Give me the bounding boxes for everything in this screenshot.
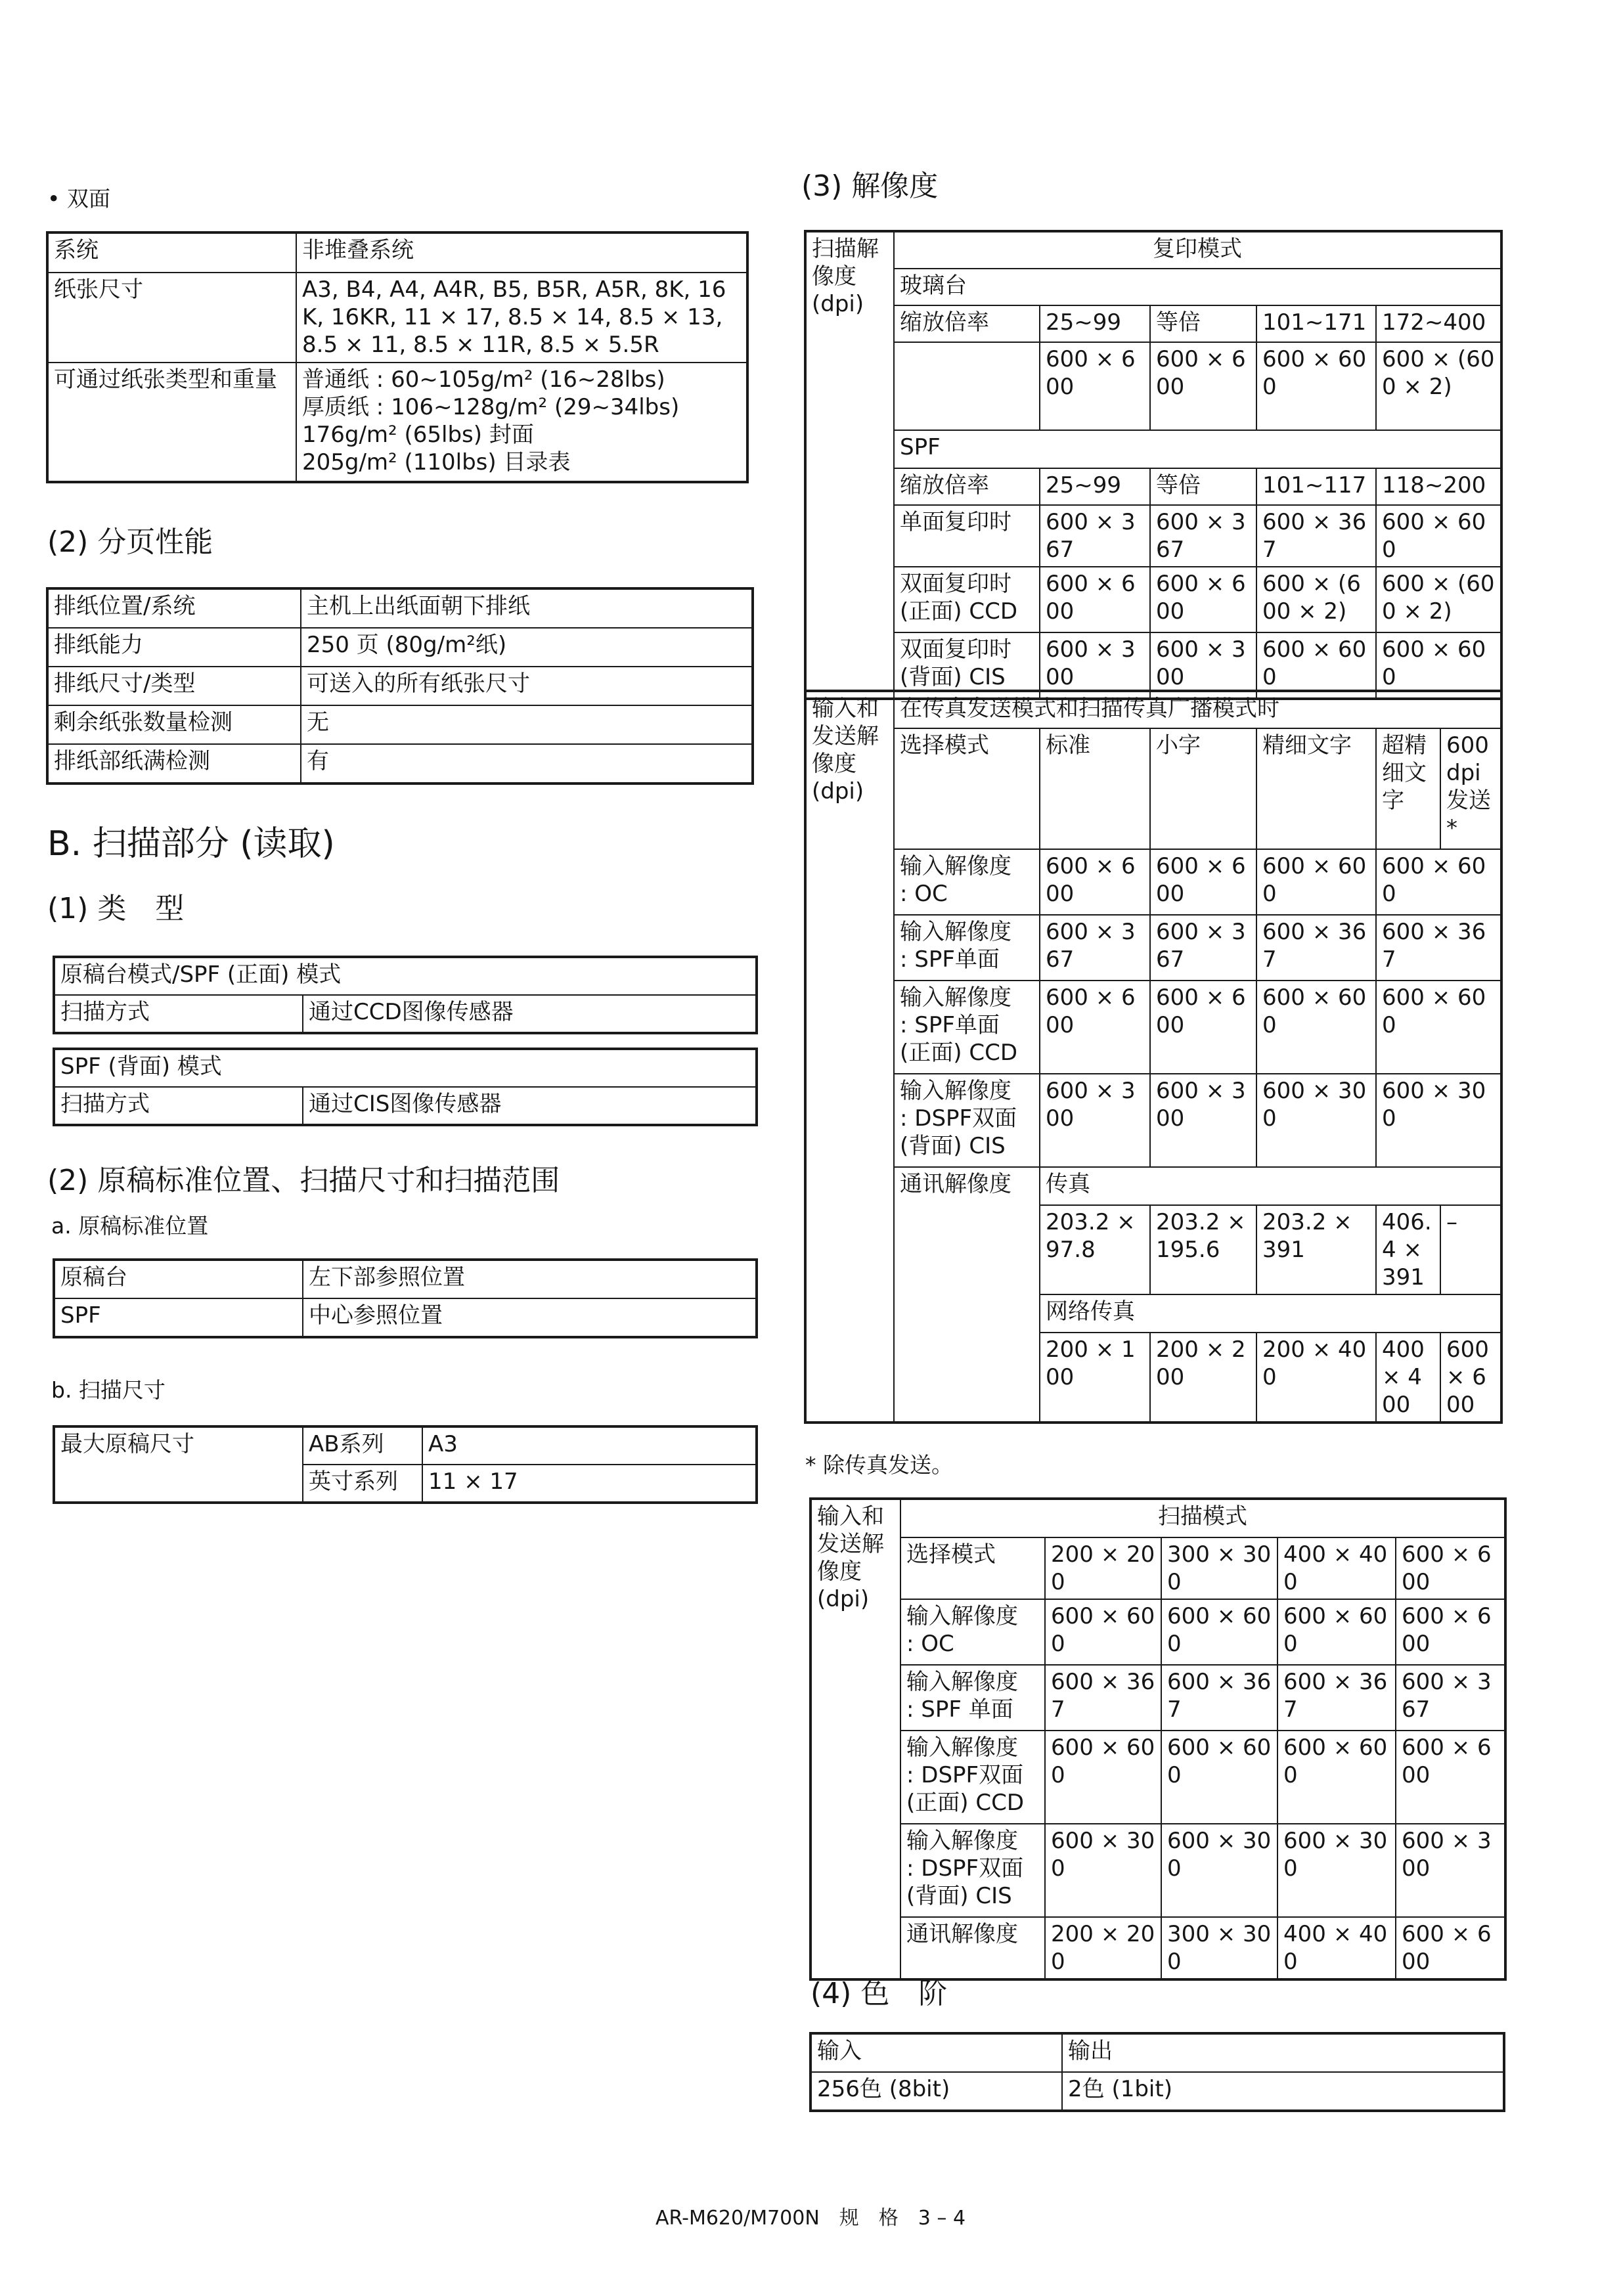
copy-glass-value: 600 × 600 (1150, 342, 1256, 430)
scan-value: 600 × 600 (1396, 1917, 1505, 1979)
sort-value: 250 页 (80g/m²纸) (301, 628, 752, 667)
copy-glass-zoom: 101~171 (1256, 305, 1376, 342)
gray-output-value: 2色 (1bit) (1062, 2072, 1503, 2110)
scan-mode: 600 × 600 (1396, 1537, 1505, 1599)
gray-input-label: 输入 (811, 2034, 1062, 2072)
type-back-label: 扫描方式 (55, 1087, 303, 1124)
fax-fax-value: 406.4 × 391 (1376, 1205, 1440, 1294)
fax-net-value: 400 × 400 (1376, 1333, 1440, 1422)
pos-label-glass: 原稿台 (55, 1260, 303, 1298)
scan-row-label: 输入解像度 : DSPF双面 (背面) CIS (900, 1824, 1045, 1917)
copy-spf-value: 600 × 600 (1256, 632, 1376, 698)
scan-mode-label: 选择模式 (900, 1537, 1045, 1599)
scan-value: 600 × 600 (1396, 1731, 1505, 1824)
scan-value: 600 × 300 (1045, 1824, 1161, 1917)
gray-input-value: 256色 (8bit) (811, 2072, 1062, 2110)
fax-row-label: 输入解像度 : OC (894, 849, 1040, 915)
copy-glass-value: 600 × 600 (1256, 342, 1376, 430)
size-series-ab: AB系列 (303, 1427, 422, 1465)
fax-value: 600 × 600 (1150, 849, 1256, 915)
copy-spf-zoom-label: 缩放倍率 (894, 468, 1040, 505)
duplex-value-paper: 普通纸 : 60~105g/m² (16~28lbs) 厚质纸 : 106~128g/m² (29~34lbs) 176g/m² (65lbs) 封面 205g/m² (110lbs) 目录表 (296, 363, 747, 481)
scan-value: 600 × 600 (1277, 1731, 1396, 1824)
sort-value: 无 (301, 705, 752, 744)
fax-mode: 标准 (1040, 728, 1150, 849)
fax-fax-value: 203.2 × 195.6 (1150, 1205, 1256, 1294)
copy-spf-zoom: 25~99 (1040, 468, 1150, 505)
copy-side-label: 扫描解像度 (dpi) (806, 232, 894, 698)
sort-label: 排纸尺寸/类型 (48, 667, 301, 705)
page-footer: AR-M620/M700N 规 格 3 – 4 (655, 2207, 966, 2230)
scan-section-title: B. 扫描部分 (读取) (47, 824, 335, 864)
sort-value: 主机上出纸面朝下排纸 (301, 589, 752, 628)
copy-glass-value: 600 × 600 (1040, 342, 1150, 430)
fax-value: 600 × 367 (1376, 915, 1501, 981)
fax-value: 600 × 300 (1256, 1074, 1376, 1167)
copy-glass-blank (894, 342, 1040, 430)
pos-sub-b: b. 扫描尺寸 (51, 1377, 166, 1403)
sort-value: 可送入的所有纸张尺寸 (301, 667, 752, 705)
size-value-inch: 11 × 17 (422, 1465, 756, 1502)
scan-value: 600 × 367 (1161, 1665, 1277, 1731)
copy-spf-zoom: 118~200 (1376, 468, 1501, 505)
fax-mode: 超精细文字 (1376, 728, 1440, 849)
scan-row-label: 输入解像度 : DSPF双面 (正面) CCD (900, 1731, 1045, 1824)
fax-value: 600 × 600 (1256, 981, 1376, 1074)
scan-mode: 200 × 200 (1045, 1537, 1161, 1599)
size-series-inch: 英寸系列 (303, 1465, 422, 1502)
fax-value: 600 × 600 (1256, 849, 1376, 915)
fax-mode: 600 dpi 发送 * (1440, 728, 1501, 849)
fax-value: 600 × 300 (1376, 1074, 1501, 1167)
copy-spf-label: SPF (894, 430, 1501, 468)
type-front-label: 扫描方式 (55, 995, 303, 1032)
pos-table (54, 1260, 757, 1337)
copy-spf-value: 600 × 600 (1150, 567, 1256, 632)
fax-mode: 精细文字 (1256, 728, 1376, 849)
gray-title: (4) 色 阶 (811, 1977, 948, 2010)
size-label: 最大原稿尺寸 (55, 1427, 303, 1502)
pos-label-spf: SPF (55, 1298, 303, 1336)
scan-value: 600 × 300 (1396, 1824, 1505, 1917)
fax-value: 600 × 367 (1256, 915, 1376, 981)
copy-spf-value: 600 × 367 (1256, 505, 1376, 567)
copy-spf-row-label: 双面复印时 (背面) CIS (894, 632, 1040, 698)
fax-fax-value: – (1440, 1205, 1501, 1294)
copy-spf-zoom: 等倍 (1150, 468, 1256, 505)
copy-glass-label: 玻璃台 (894, 269, 1501, 305)
copy-spf-value: 600 × 600 (1040, 567, 1150, 632)
fax-value: 600 × 600 (1150, 981, 1256, 1074)
scan-value: 600 × 367 (1277, 1665, 1396, 1731)
scan-value: 300 × 300 (1161, 1917, 1277, 1979)
scan-value: 600 × 600 (1045, 1731, 1161, 1824)
scan-value: 600 × 600 (1277, 1599, 1396, 1665)
pos-title: (2) 原稿标准位置、扫描尺寸和扫描范围 (47, 1164, 560, 1197)
fax-fax-label: 传真 (1040, 1167, 1501, 1205)
copy-mode-header: 复印模式 (894, 232, 1501, 269)
duplex-bullet: • 双面 (47, 186, 110, 211)
copy-spf-value: 600 × 367 (1150, 505, 1256, 567)
scan-value: 600 × 600 (1161, 1599, 1277, 1665)
copy-spf-value: 600 × (600 × 2) (1256, 567, 1376, 632)
copy-spf-value: 600 × (600 × 2) (1376, 567, 1501, 632)
fax-fax-value: 203.2 × 97.8 (1040, 1205, 1150, 1294)
fax-mode-header: 在传真发送模式和扫描传真广播模式时 (894, 692, 1501, 728)
scan-value: 600 × 600 (1045, 1599, 1161, 1665)
type-title: (1) 类 型 (47, 892, 185, 925)
scan-value: 600 × 367 (1396, 1665, 1505, 1731)
fax-resolution-table (805, 691, 1501, 1423)
scan-value: 600 × 367 (1045, 1665, 1161, 1731)
copy-glass-zoom: 25~99 (1040, 305, 1150, 342)
type-back-value: 通过CIS图像传感器 (303, 1087, 756, 1124)
duplex-label-paper: 可通过纸张类型和重量 (48, 363, 296, 481)
fax-net-label: 网络传真 (1040, 1294, 1501, 1333)
copy-spf-row-label: 单面复印时 (894, 505, 1040, 567)
copy-glass-value: 600 × (600 × 2) (1376, 342, 1501, 430)
duplex-label-system: 系统 (48, 233, 296, 273)
fax-side-label: 输入和发送解像度 (dpi) (806, 692, 894, 1422)
copy-spf-value: 600 × 367 (1040, 505, 1150, 567)
duplex-value-system: 非堆叠系统 (296, 233, 747, 273)
scan-value: 600 × 300 (1161, 1824, 1277, 1917)
scan-row-label: 通讯解像度 (900, 1917, 1045, 1979)
scan-row-label: 输入解像度 : SPF 单面 (900, 1665, 1045, 1731)
copy-glass-zoom-label: 缩放倍率 (894, 305, 1040, 342)
type-front-value: 通过CCD图像传感器 (303, 995, 756, 1032)
fax-value: 600 × 367 (1150, 915, 1256, 981)
gray-output-label: 输出 (1062, 2034, 1503, 2072)
sort-table (47, 588, 753, 784)
fax-value: 600 × 600 (1040, 849, 1150, 915)
type-front-header: 原稿台模式/SPF (正面) 模式 (55, 958, 756, 995)
fax-net-value: 200 × 100 (1040, 1333, 1150, 1422)
fax-row-label: 输入解像度 : SPF单面 (894, 915, 1040, 981)
copy-spf-value: 600 × 600 (1376, 505, 1501, 567)
resolution-title: (3) 解像度 (801, 169, 939, 203)
pos-value-glass: 左下部参照位置 (303, 1260, 756, 1298)
fax-net-value: 200 × 200 (1150, 1333, 1256, 1422)
scan-side-label: 输入和发送解像度 (dpi) (811, 1499, 900, 1979)
copy-spf-zoom: 101~117 (1256, 468, 1376, 505)
copy-glass-zoom: 172~400 (1376, 305, 1501, 342)
scan-value: 200 × 200 (1045, 1917, 1161, 1979)
duplex-value-size: A3, B4, A4, A4R, B5, B5R, A5R, 8K, 16K, 16KR, 11 × 17, 8.5 × 14, 8.5 × 13, 8.5 × 11, 8.5 × 11R, 8.5 × 5.5R (296, 273, 747, 363)
scan-mode: 300 × 300 (1161, 1537, 1277, 1599)
sort-label: 剩余纸张数量检测 (48, 705, 301, 744)
pos-value-spf: 中心参照位置 (303, 1298, 756, 1336)
type-back-header: SPF (背面) 模式 (55, 1049, 756, 1087)
fax-fax-value: 203.2 × 391 (1256, 1205, 1376, 1294)
copy-spf-value: 600 × 300 (1040, 632, 1150, 698)
sort-label: 排纸能力 (48, 628, 301, 667)
fax-value: 600 × 300 (1040, 1074, 1150, 1167)
fax-comm-label: 通讯解像度 (894, 1167, 1040, 1422)
fax-row-label: 输入解像度 : DSPF双面 (背面) CIS (894, 1074, 1040, 1167)
fax-footnote: * 除传真发送。 (805, 1452, 953, 1478)
scan-resolution-table (811, 1499, 1505, 1979)
size-value-ab: A3 (422, 1427, 756, 1465)
fax-net-value: 200 × 400 (1256, 1333, 1376, 1422)
fax-value: 600 × 300 (1150, 1074, 1256, 1167)
scan-mode-header: 扫描模式 (900, 1499, 1505, 1537)
copy-resolution-table (805, 231, 1501, 699)
fax-value: 600 × 600 (1376, 981, 1501, 1074)
sort-label: 排纸位置/系统 (48, 589, 301, 628)
scan-value: 600 × 600 (1396, 1599, 1505, 1665)
fax-mode-label: 选择模式 (894, 728, 1040, 849)
size-table (54, 1426, 757, 1503)
sort-label: 排纸部纸满检测 (48, 744, 301, 783)
fax-value: 600 × 367 (1040, 915, 1150, 981)
copy-glass-zoom: 等倍 (1150, 305, 1256, 342)
sort-value: 有 (301, 744, 752, 783)
fax-net-value: 600 × 600 (1440, 1333, 1501, 1422)
scan-value: 600 × 300 (1277, 1824, 1396, 1917)
type-table-front (54, 957, 757, 1033)
type-table-back (54, 1049, 757, 1125)
gray-table (811, 2033, 1504, 2111)
scan-value: 400 × 400 (1277, 1917, 1396, 1979)
copy-spf-value: 600 × 300 (1150, 632, 1256, 698)
sort-title: (2) 分页性能 (47, 525, 213, 559)
scan-value: 600 × 600 (1161, 1731, 1277, 1824)
duplex-label-size: 纸张尺寸 (48, 273, 296, 363)
scan-mode: 400 × 400 (1277, 1537, 1396, 1599)
fax-row-label: 输入解像度 : SPF单面 (正面) CCD (894, 981, 1040, 1074)
pos-sub-a: a. 原稿标准位置 (51, 1213, 209, 1239)
scan-row-label: 输入解像度 : OC (900, 1599, 1045, 1665)
fax-mode: 小字 (1150, 728, 1256, 849)
copy-spf-row-label: 双面复印时 (正面) CCD (894, 567, 1040, 632)
fax-value: 600 × 600 (1376, 849, 1501, 915)
copy-spf-value: 600 × 600 (1376, 632, 1501, 698)
fax-value: 600 × 600 (1040, 981, 1150, 1074)
duplex-table (47, 232, 747, 482)
